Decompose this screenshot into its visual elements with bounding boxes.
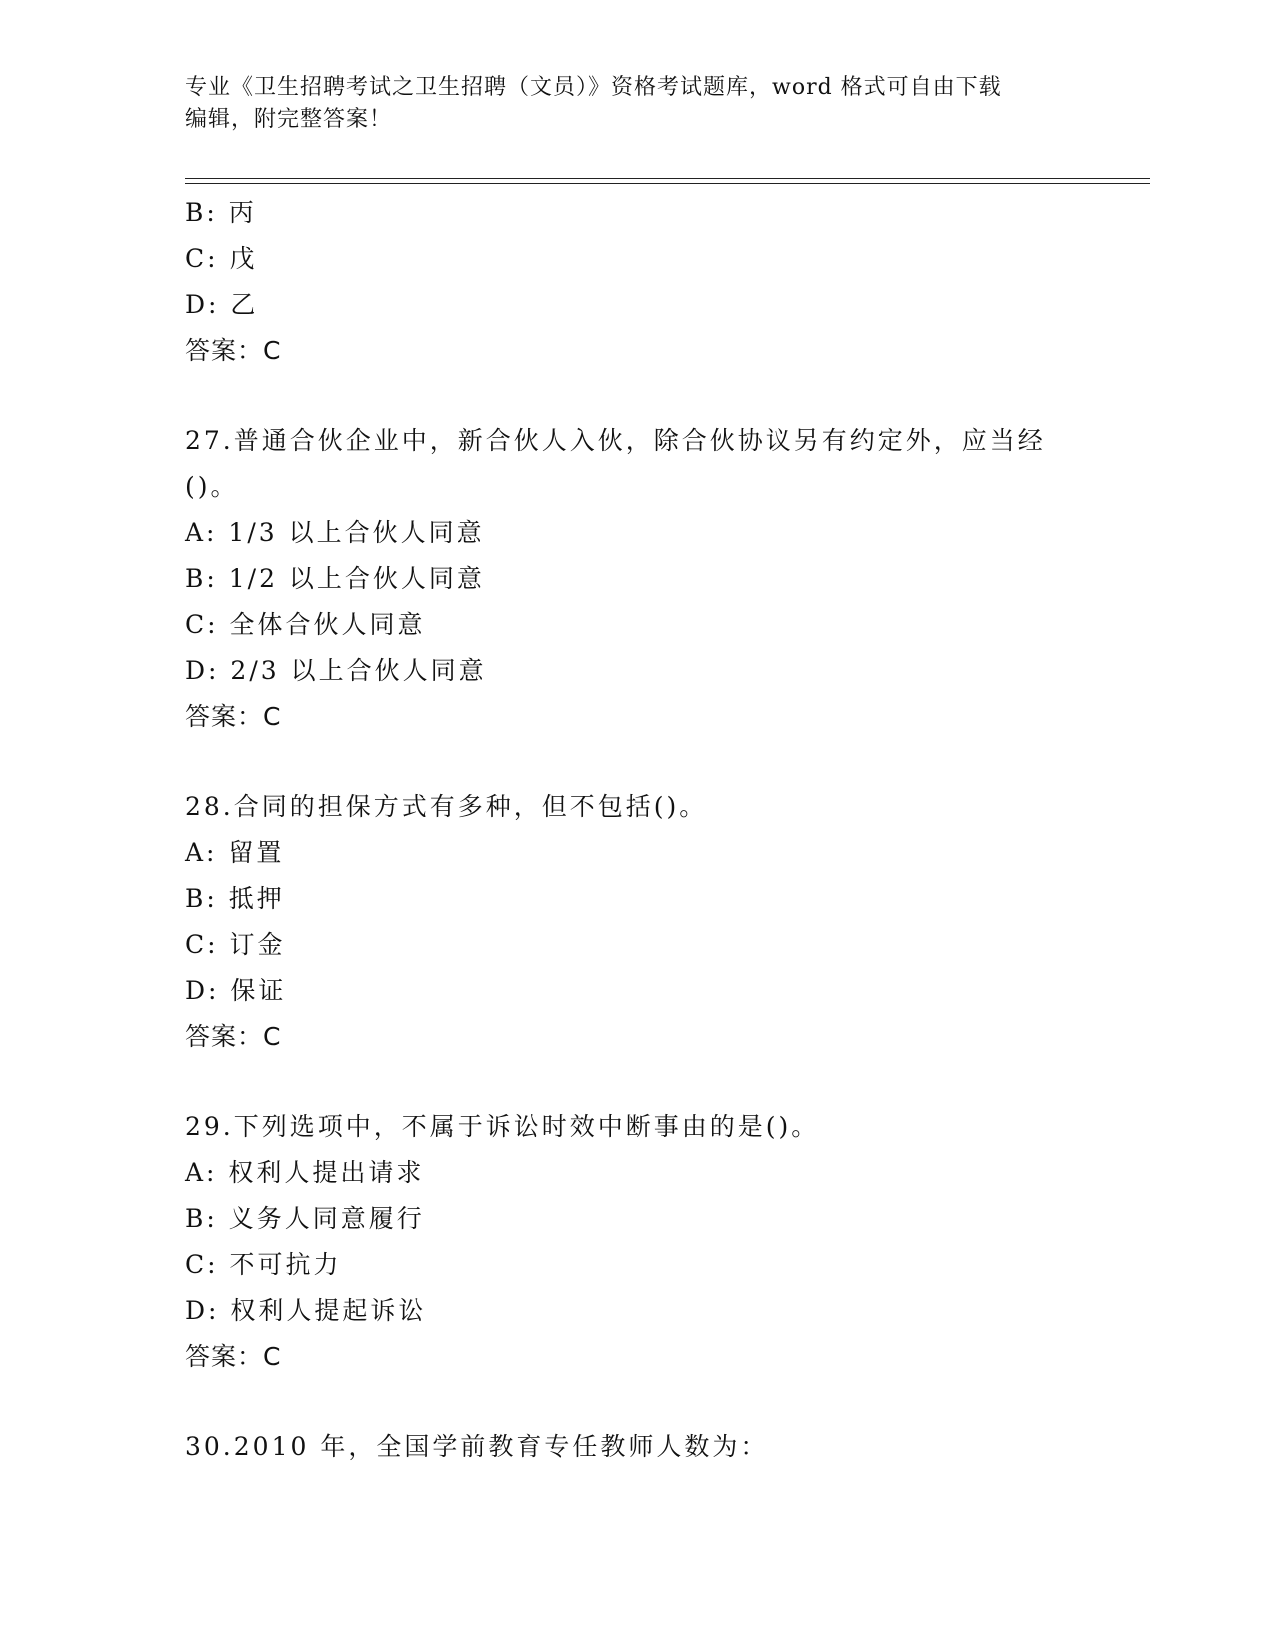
question-list (185, 190, 1105, 1470)
option-d: D: 权利人提起诉讼 (185, 1296, 427, 1325)
question-26-tail (185, 190, 1105, 374)
option-a: A: 1/3 以上合伙人同意 (185, 518, 485, 547)
answer-line: 答案：C (185, 336, 282, 365)
question-stem: 27.普通合伙企业中，新合伙人入伙，除合伙协议另有约定外，应当经 (185, 426, 1046, 455)
question-stem: 29.下列选项中，不属于诉讼时效中断事由的是()。 (185, 1112, 820, 1141)
header-divider-bottom (185, 183, 1150, 184)
question-stem: 30.2010 年，全国学前教育专任教师人数为： (185, 1432, 769, 1461)
answer-line: 答案：C (185, 1022, 282, 1051)
spacer (185, 374, 1105, 418)
document-header (185, 72, 1085, 136)
option-c: C: 全体合伙人同意 (185, 610, 426, 639)
option-b: B: 丙 (185, 198, 257, 227)
option-b: B: 抵押 (185, 884, 285, 913)
question-stem: 28.合同的担保方式有多种，但不包括()。 (185, 792, 708, 821)
option-c: C: 戊 (185, 244, 258, 273)
header-divider-top (185, 178, 1150, 179)
header-line-1: 专业《卫生招聘考试之卫生招聘（文员）》资格考试题库，word 格式可自由下载 (185, 75, 1002, 100)
option-a: A: 权利人提出请求 (185, 1158, 425, 1187)
option-b: B: 1/2 以上合伙人同意 (185, 564, 485, 593)
spacer (185, 740, 1105, 784)
option-c: C: 不可抗力 (185, 1250, 342, 1279)
question-29 (185, 1104, 1105, 1380)
option-c: C: 订金 (185, 930, 286, 959)
question-27 (185, 418, 1105, 740)
option-b: B: 义务人同意履行 (185, 1204, 425, 1233)
question-30 (185, 1424, 1105, 1470)
header-line-2: 编辑，附完整答案！ (185, 107, 393, 132)
option-a: A: 留置 (185, 838, 285, 867)
answer-line: 答案：C (185, 702, 282, 731)
option-d: D: 乙 (185, 290, 259, 319)
spacer (185, 1060, 1105, 1104)
question-28 (185, 784, 1105, 1060)
question-stem-continued: ()。 (185, 472, 239, 501)
option-d: D: 保证 (185, 976, 287, 1005)
answer-line: 答案：C (185, 1342, 282, 1371)
option-d: D: 2/3 以上合伙人同意 (185, 656, 487, 685)
spacer (185, 1380, 1105, 1424)
